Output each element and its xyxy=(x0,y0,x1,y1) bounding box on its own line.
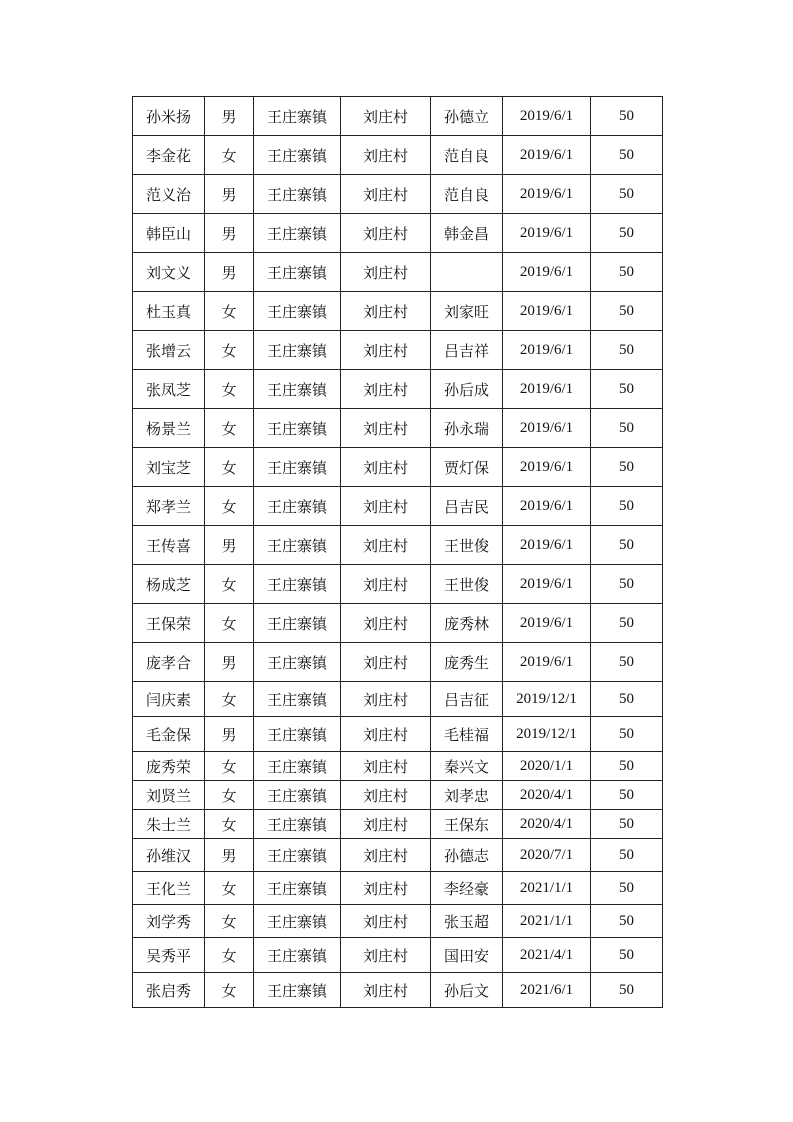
cell-name: 王保荣 xyxy=(133,604,205,643)
cell-name: 吴秀平 xyxy=(133,938,205,973)
cell-relative: 庞秀林 xyxy=(431,604,503,643)
cell-date: 2019/6/1 xyxy=(503,214,591,253)
cell-amount: 50 xyxy=(591,214,663,253)
cell-village: 刘庄村 xyxy=(341,487,431,526)
cell-amount: 50 xyxy=(591,810,663,839)
table-row xyxy=(133,487,663,526)
cell-village: 刘庄村 xyxy=(341,872,431,905)
cell-town: 王庄寨镇 xyxy=(254,717,341,752)
cell-date: 2019/6/1 xyxy=(503,565,591,604)
cell-relative: 吕吉民 xyxy=(431,487,503,526)
cell-amount: 50 xyxy=(591,938,663,973)
cell-town: 王庄寨镇 xyxy=(254,487,341,526)
table-row xyxy=(133,781,663,810)
cell-amount: 50 xyxy=(591,253,663,292)
cell-date: 2019/6/1 xyxy=(503,331,591,370)
table-row xyxy=(133,938,663,973)
cell-town: 王庄寨镇 xyxy=(254,175,341,214)
cell-name: 杨成芝 xyxy=(133,565,205,604)
table-row xyxy=(133,292,663,331)
cell-name: 庞孝合 xyxy=(133,643,205,682)
cell-village: 刘庄村 xyxy=(341,604,431,643)
cell-amount: 50 xyxy=(591,872,663,905)
cell-town: 王庄寨镇 xyxy=(254,292,341,331)
cell-town: 王庄寨镇 xyxy=(254,810,341,839)
cell-amount: 50 xyxy=(591,448,663,487)
table-row xyxy=(133,604,663,643)
cell-name: 刘贤兰 xyxy=(133,781,205,810)
cell-village: 刘庄村 xyxy=(341,214,431,253)
cell-relative: 王世俊 xyxy=(431,565,503,604)
table-row xyxy=(133,682,663,717)
cell-town: 王庄寨镇 xyxy=(254,905,341,938)
cell-name: 李金花 xyxy=(133,136,205,175)
cell-gender: 女 xyxy=(205,905,254,938)
cell-name: 庞秀荣 xyxy=(133,752,205,781)
cell-village: 刘庄村 xyxy=(341,409,431,448)
cell-amount: 50 xyxy=(591,175,663,214)
cell-amount: 50 xyxy=(591,905,663,938)
cell-gender: 女 xyxy=(205,331,254,370)
cell-date: 2019/6/1 xyxy=(503,253,591,292)
cell-date: 2020/4/1 xyxy=(503,781,591,810)
cell-village: 刘庄村 xyxy=(341,905,431,938)
cell-village: 刘庄村 xyxy=(341,253,431,292)
cell-town: 王庄寨镇 xyxy=(254,253,341,292)
cell-gender: 女 xyxy=(205,872,254,905)
cell-amount: 50 xyxy=(591,643,663,682)
cell-village: 刘庄村 xyxy=(341,839,431,872)
cell-relative: 吕吉征 xyxy=(431,682,503,717)
cell-date: 2019/6/1 xyxy=(503,292,591,331)
cell-relative: 刘家旺 xyxy=(431,292,503,331)
cell-town: 王庄寨镇 xyxy=(254,97,341,136)
cell-date: 2021/1/1 xyxy=(503,905,591,938)
cell-village: 刘庄村 xyxy=(341,526,431,565)
cell-village: 刘庄村 xyxy=(341,973,431,1008)
cell-town: 王庄寨镇 xyxy=(254,370,341,409)
table-row xyxy=(133,214,663,253)
cell-amount: 50 xyxy=(591,604,663,643)
cell-town: 王庄寨镇 xyxy=(254,938,341,973)
cell-relative: 贾灯保 xyxy=(431,448,503,487)
cell-amount: 50 xyxy=(591,781,663,810)
cell-relative xyxy=(431,253,503,292)
cell-date: 2021/1/1 xyxy=(503,872,591,905)
cell-gender: 女 xyxy=(205,810,254,839)
table-row xyxy=(133,717,663,752)
cell-relative: 范自良 xyxy=(431,175,503,214)
cell-town: 王庄寨镇 xyxy=(254,604,341,643)
cell-village: 刘庄村 xyxy=(341,565,431,604)
cell-relative: 孙后成 xyxy=(431,370,503,409)
cell-relative: 孙德立 xyxy=(431,97,503,136)
table-row xyxy=(133,370,663,409)
cell-village: 刘庄村 xyxy=(341,292,431,331)
cell-name: 毛金保 xyxy=(133,717,205,752)
table-row xyxy=(133,448,663,487)
cell-name: 张凤芝 xyxy=(133,370,205,409)
cell-town: 王庄寨镇 xyxy=(254,331,341,370)
cell-gender: 女 xyxy=(205,448,254,487)
cell-name: 杨景兰 xyxy=(133,409,205,448)
table-row xyxy=(133,136,663,175)
cell-relative: 王世俊 xyxy=(431,526,503,565)
records-table-body xyxy=(133,97,663,1008)
table-row xyxy=(133,526,663,565)
cell-name: 王传喜 xyxy=(133,526,205,565)
cell-gender: 女 xyxy=(205,370,254,409)
cell-amount: 50 xyxy=(591,682,663,717)
cell-amount: 50 xyxy=(591,136,663,175)
cell-amount: 50 xyxy=(591,973,663,1008)
cell-amount: 50 xyxy=(591,526,663,565)
cell-date: 2019/6/1 xyxy=(503,409,591,448)
cell-relative: 庞秀生 xyxy=(431,643,503,682)
cell-relative: 孙德志 xyxy=(431,839,503,872)
cell-amount: 50 xyxy=(591,292,663,331)
table-row xyxy=(133,97,663,136)
table-row xyxy=(133,752,663,781)
cell-amount: 50 xyxy=(591,370,663,409)
cell-gender: 女 xyxy=(205,136,254,175)
cell-gender: 女 xyxy=(205,604,254,643)
cell-name: 孙米扬 xyxy=(133,97,205,136)
cell-gender: 女 xyxy=(205,487,254,526)
cell-amount: 50 xyxy=(591,409,663,448)
cell-date: 2019/6/1 xyxy=(503,526,591,565)
cell-relative: 韩金昌 xyxy=(431,214,503,253)
cell-amount: 50 xyxy=(591,97,663,136)
cell-gender: 男 xyxy=(205,643,254,682)
cell-gender: 男 xyxy=(205,97,254,136)
cell-village: 刘庄村 xyxy=(341,752,431,781)
cell-gender: 男 xyxy=(205,839,254,872)
cell-name: 韩臣山 xyxy=(133,214,205,253)
cell-village: 刘庄村 xyxy=(341,97,431,136)
cell-date: 2019/6/1 xyxy=(503,643,591,682)
table-row xyxy=(133,810,663,839)
cell-amount: 50 xyxy=(591,839,663,872)
cell-town: 王庄寨镇 xyxy=(254,839,341,872)
cell-town: 王庄寨镇 xyxy=(254,643,341,682)
table-row xyxy=(133,565,663,604)
cell-name: 闫庆素 xyxy=(133,682,205,717)
cell-village: 刘庄村 xyxy=(341,781,431,810)
cell-name: 张增云 xyxy=(133,331,205,370)
table-row xyxy=(133,643,663,682)
cell-village: 刘庄村 xyxy=(341,175,431,214)
cell-date: 2021/6/1 xyxy=(503,973,591,1008)
cell-gender: 女 xyxy=(205,752,254,781)
table-row xyxy=(133,175,663,214)
cell-relative: 秦兴文 xyxy=(431,752,503,781)
cell-town: 王庄寨镇 xyxy=(254,973,341,1008)
cell-village: 刘庄村 xyxy=(341,682,431,717)
cell-town: 王庄寨镇 xyxy=(254,214,341,253)
cell-date: 2019/6/1 xyxy=(503,175,591,214)
cell-name: 刘文义 xyxy=(133,253,205,292)
cell-name: 范义治 xyxy=(133,175,205,214)
cell-town: 王庄寨镇 xyxy=(254,409,341,448)
cell-relative: 张玉超 xyxy=(431,905,503,938)
cell-date: 2019/6/1 xyxy=(503,97,591,136)
cell-date: 2019/6/1 xyxy=(503,487,591,526)
cell-village: 刘庄村 xyxy=(341,370,431,409)
cell-name: 刘宝芝 xyxy=(133,448,205,487)
cell-date: 2019/12/1 xyxy=(503,717,591,752)
records-table xyxy=(132,96,663,1008)
cell-village: 刘庄村 xyxy=(341,717,431,752)
cell-gender: 男 xyxy=(205,214,254,253)
cell-town: 王庄寨镇 xyxy=(254,781,341,810)
cell-relative: 吕吉祥 xyxy=(431,331,503,370)
cell-date: 2021/4/1 xyxy=(503,938,591,973)
cell-village: 刘庄村 xyxy=(341,331,431,370)
table-row xyxy=(133,905,663,938)
cell-gender: 男 xyxy=(205,717,254,752)
cell-date: 2019/6/1 xyxy=(503,448,591,487)
cell-amount: 50 xyxy=(591,717,663,752)
cell-town: 王庄寨镇 xyxy=(254,448,341,487)
cell-amount: 50 xyxy=(591,752,663,781)
cell-name: 张启秀 xyxy=(133,973,205,1008)
cell-date: 2019/12/1 xyxy=(503,682,591,717)
cell-gender: 女 xyxy=(205,682,254,717)
cell-amount: 50 xyxy=(591,487,663,526)
cell-relative: 范自良 xyxy=(431,136,503,175)
cell-gender: 女 xyxy=(205,292,254,331)
cell-relative: 毛桂福 xyxy=(431,717,503,752)
cell-date: 2020/7/1 xyxy=(503,839,591,872)
cell-name: 杜玉真 xyxy=(133,292,205,331)
cell-village: 刘庄村 xyxy=(341,643,431,682)
cell-name: 王化兰 xyxy=(133,872,205,905)
cell-relative: 国田安 xyxy=(431,938,503,973)
cell-date: 2019/6/1 xyxy=(503,370,591,409)
cell-village: 刘庄村 xyxy=(341,136,431,175)
cell-town: 王庄寨镇 xyxy=(254,752,341,781)
table-row xyxy=(133,409,663,448)
cell-name: 朱士兰 xyxy=(133,810,205,839)
cell-gender: 男 xyxy=(205,253,254,292)
cell-date: 2019/6/1 xyxy=(503,604,591,643)
cell-amount: 50 xyxy=(591,565,663,604)
table-row xyxy=(133,872,663,905)
cell-town: 王庄寨镇 xyxy=(254,682,341,717)
cell-gender: 女 xyxy=(205,409,254,448)
cell-relative: 王保东 xyxy=(431,810,503,839)
cell-village: 刘庄村 xyxy=(341,810,431,839)
cell-relative: 孙永瑞 xyxy=(431,409,503,448)
cell-town: 王庄寨镇 xyxy=(254,565,341,604)
table-row xyxy=(133,331,663,370)
cell-gender: 男 xyxy=(205,175,254,214)
table-row xyxy=(133,839,663,872)
cell-name: 孙维汉 xyxy=(133,839,205,872)
cell-relative: 刘孝忠 xyxy=(431,781,503,810)
cell-date: 2020/4/1 xyxy=(503,810,591,839)
cell-village: 刘庄村 xyxy=(341,938,431,973)
cell-date: 2020/1/1 xyxy=(503,752,591,781)
table-row xyxy=(133,253,663,292)
cell-name: 郑孝兰 xyxy=(133,487,205,526)
cell-town: 王庄寨镇 xyxy=(254,136,341,175)
cell-name: 刘学秀 xyxy=(133,905,205,938)
cell-amount: 50 xyxy=(591,331,663,370)
cell-gender: 男 xyxy=(205,526,254,565)
cell-relative: 李经豪 xyxy=(431,872,503,905)
cell-town: 王庄寨镇 xyxy=(254,526,341,565)
cell-town: 王庄寨镇 xyxy=(254,872,341,905)
cell-relative: 孙后文 xyxy=(431,973,503,1008)
cell-gender: 女 xyxy=(205,565,254,604)
cell-village: 刘庄村 xyxy=(341,448,431,487)
cell-gender: 女 xyxy=(205,781,254,810)
cell-gender: 女 xyxy=(205,938,254,973)
cell-date: 2019/6/1 xyxy=(503,136,591,175)
table-row xyxy=(133,973,663,1008)
cell-gender: 女 xyxy=(205,973,254,1008)
